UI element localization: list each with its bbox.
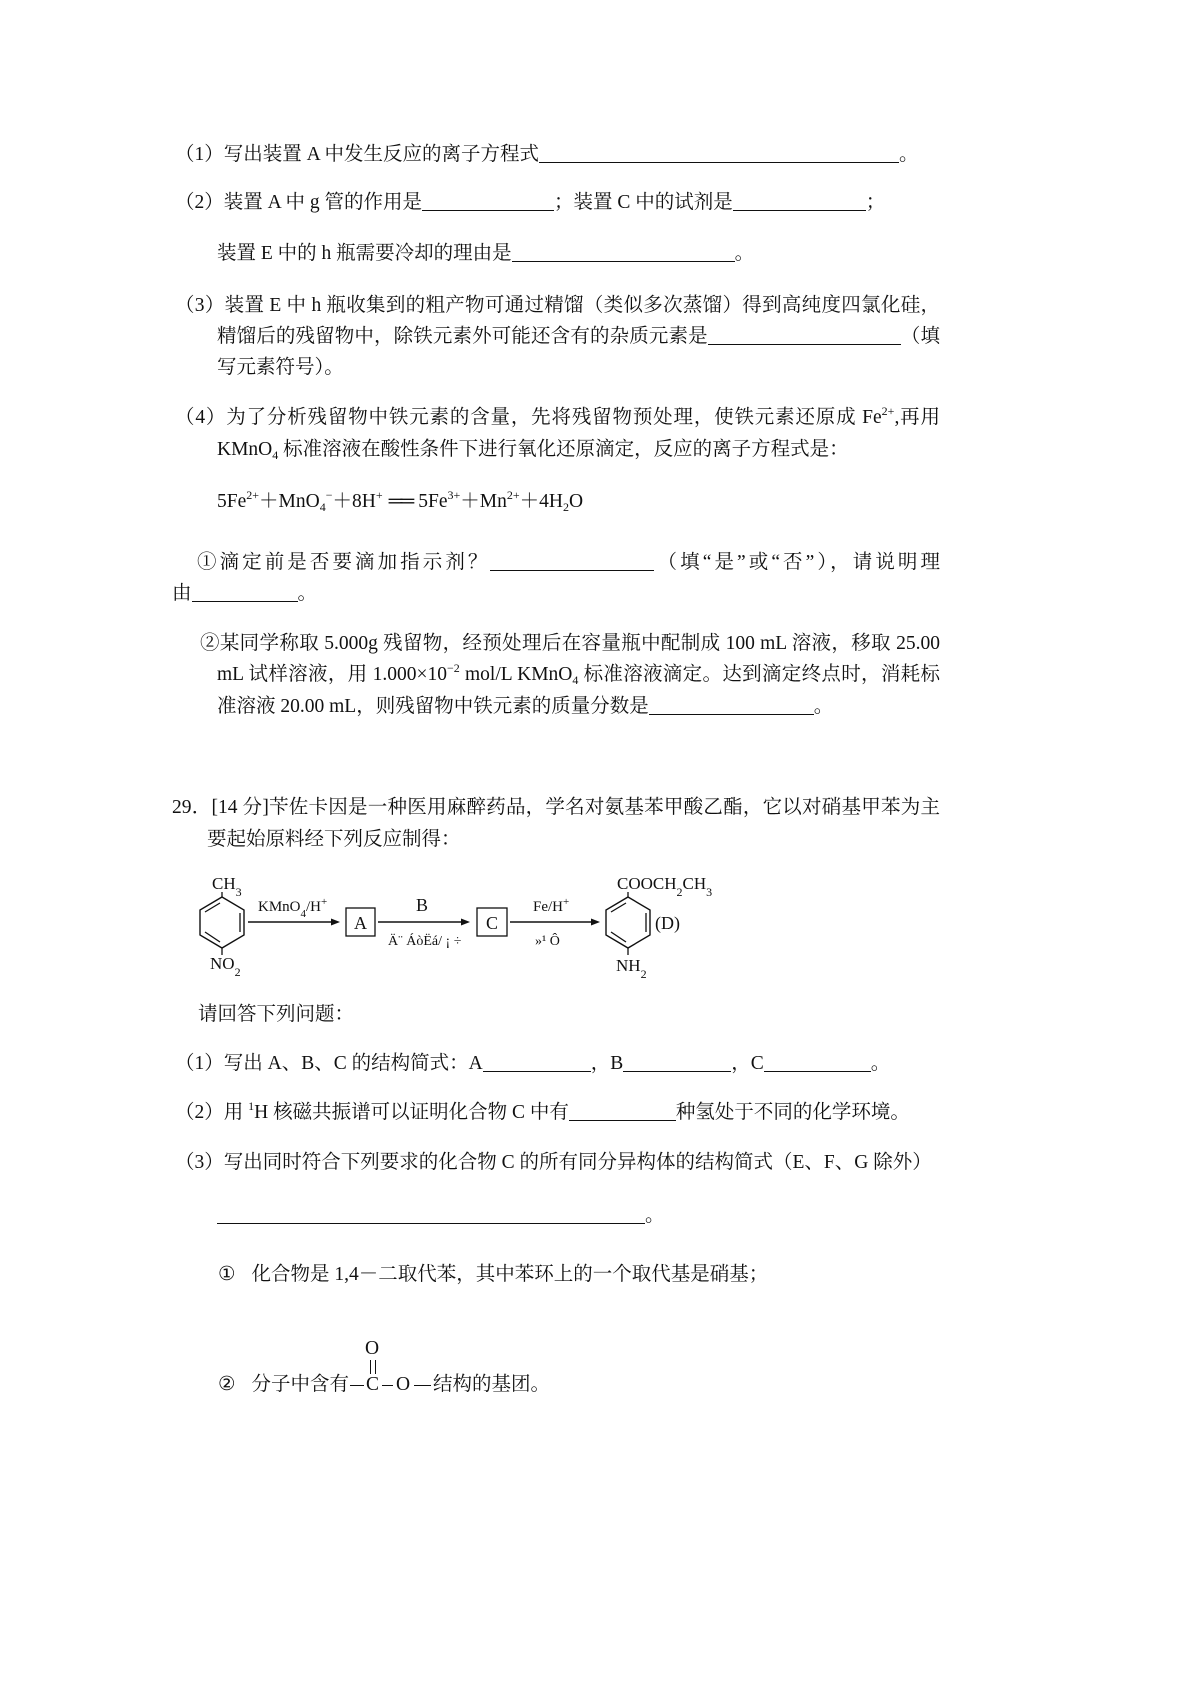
reagent-sub: 4 <box>300 908 307 920</box>
reagent-text: KMnO <box>258 899 301 915</box>
nitro-text: NO <box>210 954 235 973</box>
answer-blank <box>422 192 554 211</box>
q28-part1-end: 。 <box>899 144 919 165</box>
q29-part2-text-c: 种氢处于不同的化学环境。 <box>675 1102 910 1123</box>
answer-blank <box>569 1102 676 1121</box>
q28-part3-line2 <box>217 322 940 352</box>
q28-part4-text1: （4）为了分析残留物中铁元素的含量，先将残留物预处理，使铁元素还原成 Fe <box>175 407 882 428</box>
q28-part4-line1 <box>175 403 940 433</box>
q29-part1-text-d: 。 <box>870 1053 891 1074</box>
q28-part2-line2 <box>217 239 754 269</box>
arrowhead <box>331 919 340 926</box>
eq-term: 5Fe <box>217 491 247 512</box>
q28-part1-text: （1）写出装置 A 中发生反应的离子方程式 <box>175 144 540 165</box>
answer-blank <box>217 1205 645 1224</box>
q28-sub1-line1 <box>197 548 940 578</box>
methyl-sub: 3 <box>235 885 242 899</box>
answer-blank <box>649 696 814 715</box>
charge-sup: 2+ <box>881 404 895 418</box>
q28-sub2-line3 <box>217 692 833 722</box>
eq-term: ＋Mn <box>460 491 507 512</box>
benzene-ring-start <box>200 897 244 948</box>
nitro-label <box>210 954 241 979</box>
arrow3-condition: »¹ Ô <box>535 934 560 949</box>
q28-part2-text-b: ；装置 C 中的试剂是 <box>554 192 733 213</box>
condition-text-b: 结构的基团。 <box>433 1374 551 1395</box>
ring-double-bond <box>205 932 220 942</box>
q29-part2-line <box>175 1098 910 1128</box>
q28-sub2-line1 <box>200 629 940 659</box>
q29-part1-text-b: ，B <box>590 1053 624 1074</box>
q28-part1-line <box>175 140 919 170</box>
q29-stem-text2: 要起始原料经下列反应制得： <box>207 829 461 850</box>
q29-part3-answer-line <box>217 1201 665 1231</box>
amino-sub: 2 <box>640 967 647 981</box>
nitro-sub: 2 <box>234 965 241 979</box>
kmno4-formula: KMnO <box>217 439 273 460</box>
single-bond <box>414 1385 431 1386</box>
arrow3-reagent <box>533 896 569 915</box>
ring-double-bond <box>611 903 626 912</box>
q29-part2-text-a: （2）用 <box>175 1102 249 1123</box>
single-bond <box>382 1385 393 1386</box>
ionic-equation <box>217 487 583 517</box>
q28-part3-text2: 精馏后的残留物中，除铁元素外可能还含有的杂质元素是 <box>217 326 708 347</box>
carbonyl-oxygen: O <box>365 1338 380 1359</box>
answer-blank <box>539 144 899 163</box>
benzene-ring-product <box>606 897 650 948</box>
q28-part3-text3: 写元素符号）。 <box>217 357 344 378</box>
answer-blank <box>483 1053 591 1072</box>
q28-part2-line1 <box>175 188 885 218</box>
q28-sub1-line2 <box>172 579 317 609</box>
q29-part1-line <box>175 1049 890 1079</box>
q28-part2-text-c: ； <box>865 192 886 213</box>
answer-blank <box>512 243 735 262</box>
methyl-text: CH <box>212 874 236 893</box>
ester-oxygen: O <box>396 1374 411 1395</box>
q28-sub2-text3-end: 。 <box>813 696 834 717</box>
condition-number: ① <box>218 1264 236 1285</box>
single-bond <box>350 1385 364 1386</box>
q28-part3-text2-end: （填 <box>900 326 940 347</box>
eq-sup: + <box>375 488 383 502</box>
isotope-sup: 1 <box>248 1099 255 1113</box>
ester-sub: 2 <box>676 885 683 899</box>
q29-part3-line <box>175 1148 932 1178</box>
q28-part4-text1-end: ,再用 <box>894 407 940 428</box>
answer-blank <box>733 192 866 211</box>
arrow2-reagent: B <box>415 895 429 915</box>
exponent-sup: −2 <box>447 661 460 675</box>
reagent-sup: + <box>321 896 328 908</box>
q28-sub1-text2-end: 。 <box>297 583 318 604</box>
eq-term: ＋MnO <box>259 491 320 512</box>
arrow1-reagent <box>258 896 327 920</box>
ring-double-bond <box>205 903 220 912</box>
eq-sup: 2+ <box>246 488 260 502</box>
q28-part3-text1: （3）装置 E 中 h 瓶收集到的粗产物可通过精馏（类似多次蒸馏）得到高纯度四氯化硅， <box>175 295 940 316</box>
q29-condition-1 <box>218 1260 768 1290</box>
q28-sub1-text1: ①滴定前是否要滴加指示剂？ <box>197 552 491 573</box>
q28-sub1-text2: 由 <box>172 583 192 604</box>
answer-blank <box>623 1053 731 1072</box>
q29-part1-text-a: （1）写出 A、B、C 的结构简式：A <box>175 1053 483 1074</box>
reagent-sup: + <box>563 896 570 908</box>
reaction-scheme <box>190 860 735 985</box>
q28-sub2-text2c: 标准溶液滴定。达到滴定终点时，消耗标 <box>578 664 940 685</box>
answer-blank <box>490 552 654 571</box>
amino-text: NH <box>616 956 641 975</box>
carbon-atom: C <box>366 1374 380 1395</box>
equals-sign: ══ <box>388 491 413 512</box>
q29-prompt-text: 请回答下列问题： <box>198 1004 355 1025</box>
arrowhead <box>591 919 600 926</box>
q28-sub2-text2b: mol/L KMnO <box>459 664 573 685</box>
q28-part4-line2 <box>217 435 849 465</box>
arrow2-condition: Ä¨ ÁòËá/ ¡ ÷ <box>388 934 462 949</box>
ester-group-structure <box>349 1338 433 1400</box>
answer-blank <box>192 583 298 602</box>
formula-sub: 4 <box>572 673 579 687</box>
eq-term: O <box>569 491 584 512</box>
q28-sub2-text3: 准溶液 20.00 mL，则残留物中铁元素的质量分数是 <box>217 696 649 717</box>
eq-term: ＋8H <box>332 491 376 512</box>
condition-text: 化合物是 1,4－二取代苯，其中苯环上的一个取代基是硝基； <box>251 1264 769 1285</box>
eq-sub: 4 <box>319 500 326 514</box>
q28-sub2-text1: ②某同学称取 5.000g 残留物，经预处理后在容量瓶中配制成 100 mL 溶液，移取 25.00 <box>200 633 940 654</box>
q29-prompt <box>198 1000 354 1030</box>
q28-sub2-line2 <box>217 660 940 690</box>
q28-part3-line1 <box>175 291 940 321</box>
ring-double-bond <box>611 932 626 942</box>
q28-part3-line3 <box>217 353 344 383</box>
compound-a-label: A <box>354 913 367 933</box>
q28-sub2-text2a: mL 试样溶液，用 1.000×10 <box>217 664 448 685</box>
compound-d-label: (D) <box>655 913 680 933</box>
compound-c-label: C <box>485 913 499 933</box>
q28-part2-text-a: （2）装置 A 中 g 管的作用是 <box>175 192 423 213</box>
eq-sup: − <box>325 488 333 502</box>
q29-part3-text: （3）写出同时符合下列要求的化合物 C 的所有同分异构体的结构简式（E、F、G 除外） <box>175 1152 932 1173</box>
answer-blank <box>764 1053 871 1072</box>
q29-stem-line1 <box>172 793 940 823</box>
eq-term: 5Fe <box>418 491 448 512</box>
eq-term: ＋4H <box>519 491 563 512</box>
q29-part2-text-b: H 核磁共振谱可以证明化合物 C 中有 <box>254 1102 569 1123</box>
methyl-label <box>212 874 242 899</box>
condition-text-a: 分子中含有 <box>251 1374 349 1395</box>
q29-part3-answer-end: 。 <box>645 1205 665 1226</box>
q29-stem-line2 <box>207 825 461 855</box>
ester-text: CH <box>682 874 707 893</box>
ester-text: COOCH <box>617 874 677 893</box>
eq-sup: 3+ <box>447 488 461 502</box>
q28-part2-text-d: 装置 E 中的 h 瓶需要冷却的理由是 <box>217 243 512 264</box>
answer-blank <box>708 326 901 345</box>
ester-sub: 3 <box>706 885 713 899</box>
eq-sup: 2+ <box>506 488 520 502</box>
ester-label <box>617 874 712 899</box>
arrowhead <box>461 919 470 926</box>
q29-part1-text-c: ，C <box>731 1053 764 1074</box>
q28-sub1-text1-end: （填“是”或“否”），请说明理 <box>654 552 940 573</box>
eq-sub: 2 <box>563 500 569 514</box>
q29-stem-text1: 29．[14 分]苄佐卡因是一种医用麻醉药品，学名对氨基苯甲酸乙酯，它以对硝基甲苯为主 <box>172 797 940 818</box>
q29-condition-2 <box>218 1338 551 1400</box>
reagent-text: /H <box>306 899 322 915</box>
reagent-text: Fe/H <box>533 899 563 915</box>
condition-number: ② <box>218 1374 236 1395</box>
q28-part2-text-e: 。 <box>734 243 755 264</box>
formula-sub: 4 <box>272 448 279 462</box>
q28-part4-text2: 标准溶液在酸性条件下进行氧化还原滴定，反应的离子方程式是： <box>278 439 849 460</box>
amino-label <box>616 956 647 981</box>
